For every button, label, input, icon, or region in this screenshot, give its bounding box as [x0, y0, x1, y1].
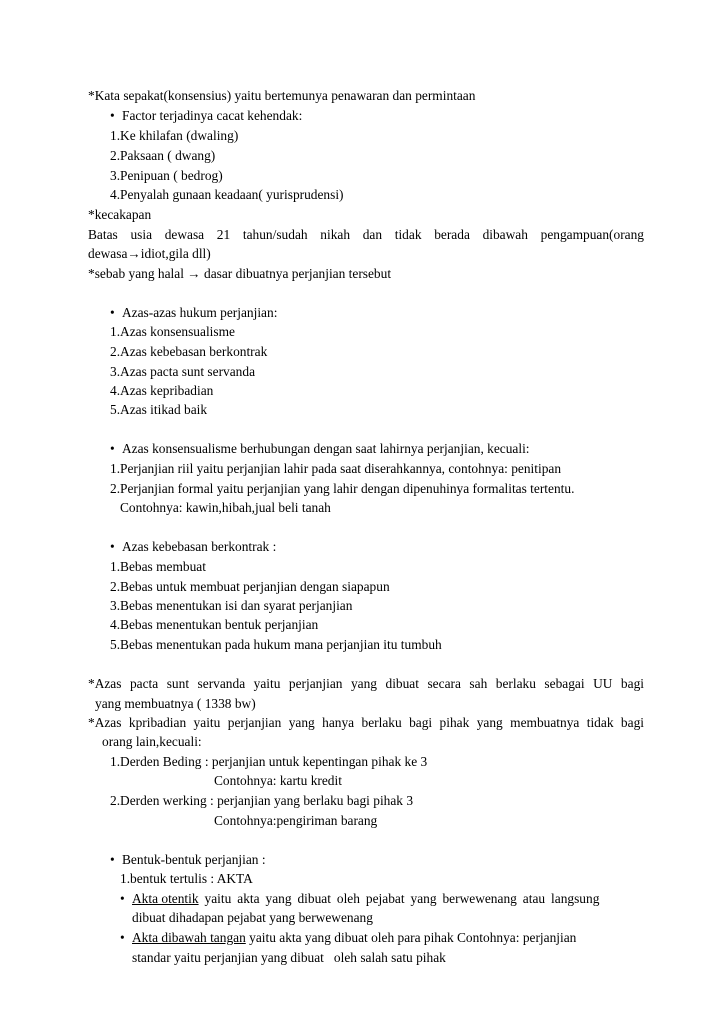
text-line: yang membuatnya ( 1338 bw) [95, 696, 256, 711]
text-line: 1.Ke khilafan (dwaling) [110, 128, 239, 143]
text-line: 1.Derden Beding : perjanjian untuk kepentingan pihak ke 3 [110, 754, 428, 769]
text-line-justified: Batas usia dewasa 21 tahun/sudah nikah dan tidak berada dibawah pengampuan(orang [88, 227, 644, 242]
bullet-icon [110, 305, 122, 321]
text-line: 4.Azas kepribadian [110, 383, 214, 398]
bullet-icon [120, 930, 132, 946]
text-line: dewasa→idiot,gila dll) [88, 246, 211, 261]
text-line: 3.Bebas menentukan isi dan syarat perjanjian [110, 598, 353, 613]
text-line: Azas-azas hukum perjanjian: [122, 305, 278, 320]
term-underlined: Akta dibawah tangan [132, 930, 246, 945]
text-line: 2.Bebas untuk membuat perjanjian dengan siapapun [110, 579, 390, 594]
text-line-justified: *Azas pacta sunt servanda yaitu perjanjian yang dibuat secara sah berlaku sebagai UU bagi [88, 676, 644, 691]
bullet-icon [110, 108, 122, 124]
text-line: 2.Derden werking : perjanjian yang berlaku bagi pihak 3 [110, 793, 414, 808]
text-line-justified: *Azas kpribadian yaitu perjanjian yang hanya berlaku bagi pihak yang membuatnya tidak bagi [88, 715, 644, 730]
text-line: Azas kebebasan berkontrak : [122, 539, 277, 554]
bullet-icon [110, 539, 122, 555]
bullet-icon [110, 441, 122, 457]
text-line: dibuat dihadapan pejabat yang berwewenang [132, 910, 373, 925]
text-line: 5.Bebas menentukan pada hukum mana perjanjian itu tumbuh [110, 637, 442, 652]
text-line: Contohnya: kawin,hibah,jual beli tanah [120, 500, 331, 515]
bullet-icon [120, 891, 132, 907]
text-line: standar yaitu perjanjian yang dibuat oleh salah satu pihak [132, 950, 446, 965]
text-line: 1.bentuk tertulis : AKTA [120, 871, 253, 886]
text-line: 3.Penipuan ( bedrog) [110, 168, 223, 183]
text-line: 2.Azas kebebasan berkontrak [110, 344, 268, 359]
text-line: 2.Perjanjian formal yaitu perjanjian yang lahir dengan dipenuhinya formalitas tertentu. [110, 481, 575, 496]
bullet-item [110, 305, 277, 321]
text-line: 1.Bebas membuat [110, 559, 206, 574]
bullet-item [110, 108, 302, 124]
bullet-item [110, 441, 530, 457]
text-line: 1.Perjanjian riil yaitu perjanjian lahir pada saat diserahkannya, contohnya: penitipan [110, 461, 562, 476]
bullet-item [110, 852, 266, 868]
bullet-item [120, 891, 644, 907]
term-underlined: Akta otentik [132, 891, 199, 906]
text-line: 3.Azas pacta sunt servanda [110, 364, 256, 379]
bullet-item [120, 930, 576, 946]
text-line: Contohnya:pengiriman barang [214, 813, 378, 828]
bullet-item [110, 539, 276, 555]
bullet-icon [110, 852, 122, 868]
text-line: yaitu akta yang dibuat oleh para pihak Contohnya: perjanjian [245, 930, 577, 945]
text-line: 4.Penyalah gunaan keadaan( yurisprudensi) [110, 187, 344, 202]
text-line: 5.Azas itikad baik [110, 402, 208, 417]
text-line: 1.Azas konsensualisme [110, 324, 235, 339]
text-line: *kecakapan [88, 207, 152, 222]
text-line: Factor terjadinya cacat kehendak: [122, 108, 303, 123]
text-line: yaitu akta yang dibuat oleh pejabat yang berwewenang atau langsung [198, 891, 600, 906]
text-line: Bentuk-bentuk perjanjian : [122, 852, 266, 867]
text-line: Azas konsensualisme berhubungan dengan saat lahirnya perjanjian, kecuali: [122, 441, 530, 456]
text-line: Contohnya: kartu kredit [214, 773, 342, 788]
text-line: 2.Paksaan ( dwang) [110, 148, 216, 163]
text-line: *sebab yang halal → dasar dibuatnya perjanjian tersebut [88, 266, 392, 281]
text-line: orang lain,kecuali: [102, 734, 202, 749]
text-line: 4.Bebas menentukan bentuk perjanjian [110, 617, 319, 632]
text-line: *Kata sepakat(konsensius) yaitu bertemunya penawaran dan permintaan [88, 88, 476, 103]
